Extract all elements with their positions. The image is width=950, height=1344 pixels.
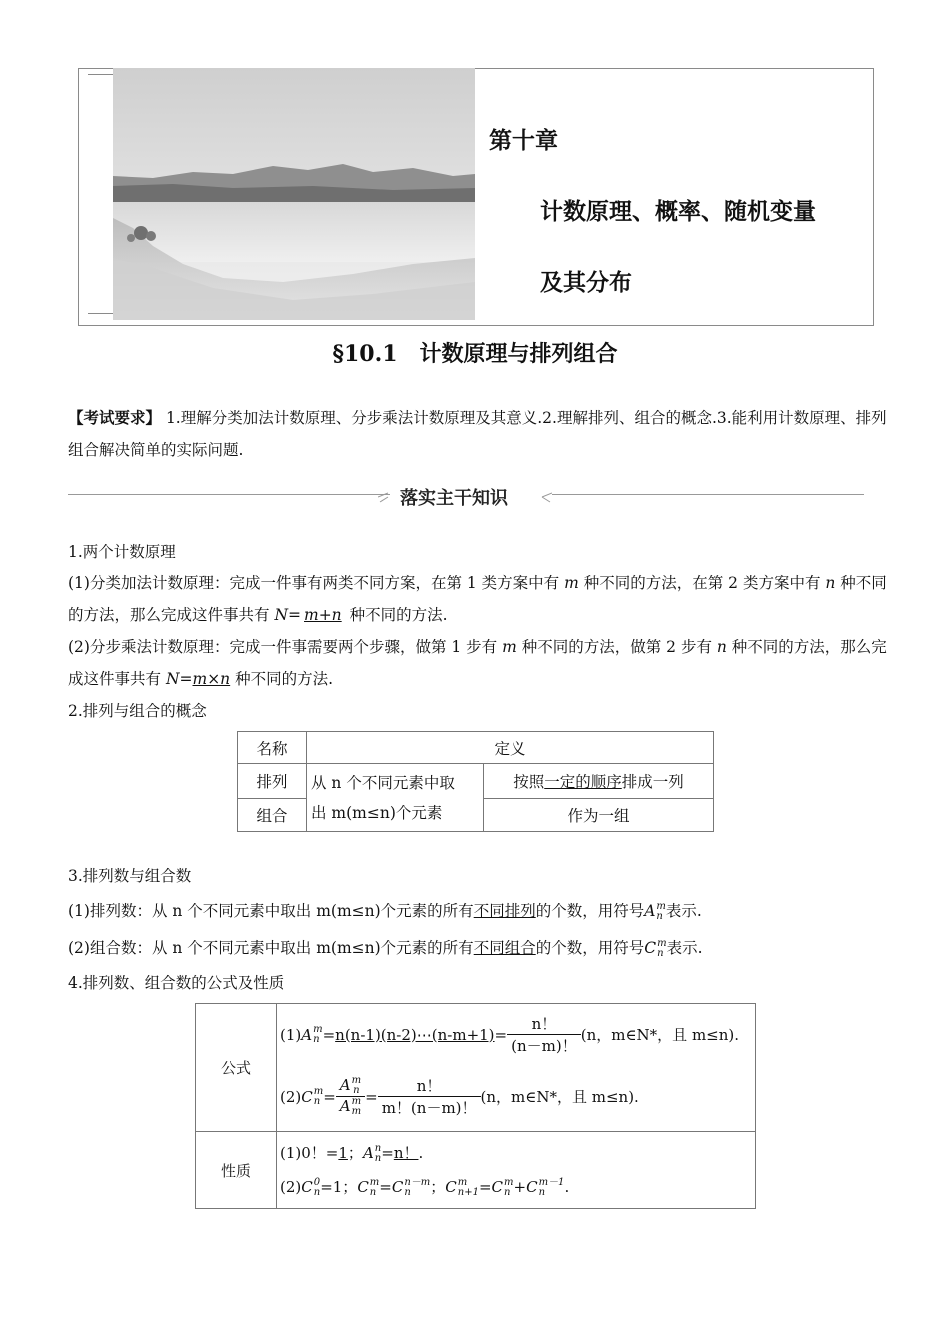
- row-combination-name: 组合: [238, 799, 307, 832]
- s1-paragraph-1: (1)分类加法计数原理：完成一件事有两类不同方案，在第 1 类方案中有 m 种不同的方法，在第 2 类方案中有 n 种不同的方法，那么完成这件事共有 N= m+n 种不同的方法.: [68, 574, 887, 624]
- formula-table: [195, 1003, 756, 1209]
- requirements-label: 【考试要求】: [68, 409, 162, 427]
- divider-ornament-right: [540, 488, 552, 500]
- row-combination-definition: 作为一组: [484, 799, 714, 832]
- chapter-number: 第十章: [489, 128, 558, 154]
- formula-label: 公式: [196, 1004, 277, 1132]
- row-permutation-name: 排列: [238, 764, 307, 799]
- s3-heading: 3.排列数与组合数: [68, 867, 192, 885]
- formula-2: (2) C m n = A m n A m m = $\frac{n!}{m!(n-m)!}$ (n，m∈N*，且 m≤n).: [280, 1075, 639, 1117]
- row-permutation-definition: 按照一定的顺序排成一列: [484, 764, 714, 799]
- table-header-name: 名称: [238, 732, 307, 764]
- divider-title: 落实主干知识: [400, 488, 508, 509]
- s1-answer-2: m×n: [192, 670, 231, 688]
- divider-line-left: [68, 494, 390, 495]
- table-header-definition: 定义: [307, 732, 714, 764]
- exam-requirements: [68, 402, 888, 466]
- s1-paragraph-2: (2)分步乘法计数原理：完成一件事需要两个步骤，做第 1 步有 m 种不同的方法，做第 2 步有 n 种不同的方法，那么完成这件事共有 N=m×n 种不同的方法.: [68, 638, 887, 688]
- banner-corner-line: [88, 74, 113, 75]
- banner-corner-line: [88, 313, 113, 314]
- s1-heading: 1.两个计数原理: [68, 543, 176, 561]
- divider-line-right: [552, 494, 864, 495]
- s3-paragraph-1: (1)排列数：从 n 个不同元素中取出 m(m≤n)个元素的所有不同排列的个数，用符号A m n 表示.: [68, 901, 702, 922]
- s2-heading: 2.排列与组合的概念: [68, 702, 207, 720]
- s1-answer-1: m+n: [304, 606, 342, 624]
- property-cell: [277, 1132, 756, 1209]
- formula-cell: [277, 1004, 756, 1132]
- chapter-title-line1: 计数原理、概率、随机变量: [540, 199, 816, 225]
- s3-paragraph-2: (2)组合数：从 n 个不同元素中取出 m(m≤n)个元素的所有不同组合的个数，用符号C m n 表示.: [68, 938, 703, 959]
- shared-definition: 从 n 个不同元素中取 出 m(m≤n)个元素: [307, 764, 484, 832]
- lake-landscape-photo: [113, 68, 475, 320]
- property-1: (1)0！=1；A n n =n！.: [280, 1143, 424, 1164]
- property-2: (2)C 0 n =1；C m n =C n－m n ；C m n+1 =C m n +C m－1 n .: [280, 1177, 570, 1198]
- formula-1: (1) A m n = n(n-1)(n-2)⋯(n-m+1) = $\frac{n!}{(n-m)!}$ (n，m∈N*，且 m≤n).: [280, 1015, 740, 1055]
- requirements-text: 1.理解分类加法计数原理、分步乘法计数原理及其意义.2.理解排列、组合的概念.3.能利用计数原理、排列组合解决简单的实际问题.: [68, 409, 887, 459]
- s4-heading: 4.排列数、组合数的公式及性质: [68, 974, 285, 992]
- chapter-title-line2: 及其分布: [540, 270, 632, 296]
- section-title: §10.1 计数原理与排列组合: [332, 341, 618, 367]
- divider-ornament-left: [378, 488, 390, 500]
- concept-table: [237, 731, 714, 832]
- property-label: 性质: [196, 1132, 277, 1209]
